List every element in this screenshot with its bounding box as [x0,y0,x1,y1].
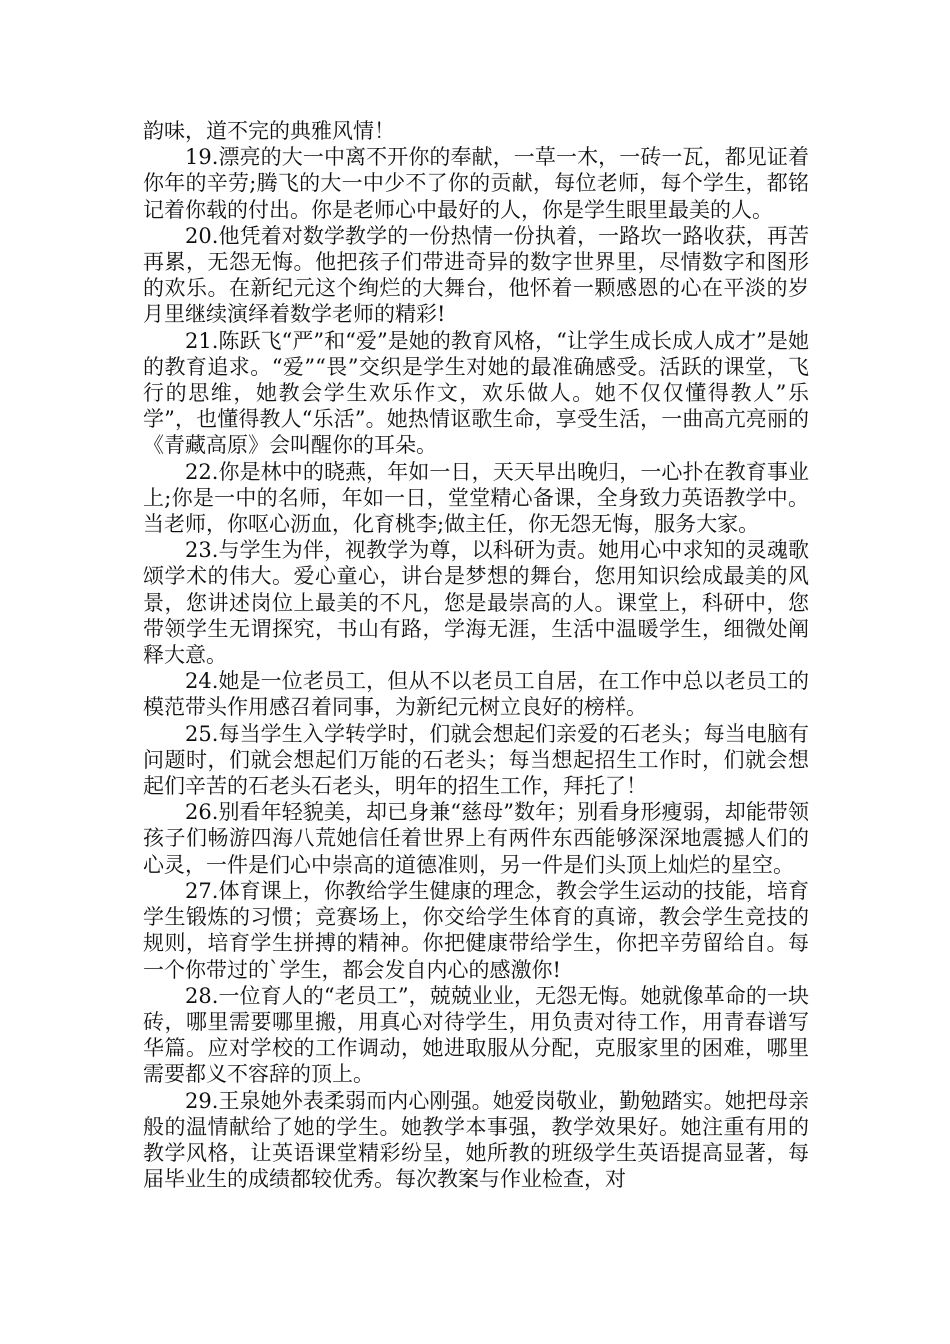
paragraph-21: 21.陈跃飞“严”和“爱”是她的教育风格，“让学生成长成人成才”是她的教育追求。“爱”“畏”交织是学生对她的最准确感受。活跃的课堂，飞行的思维，她教会学生欢乐作文，欢乐做人。她不仅仅懂得教人”乐学”，也懂得教人“乐活”。她热情讴歌生命，享受生活，一曲高亢亮丽的《青藏高原》会叫醒你的耳朵。 [143,328,809,458]
paragraph-19: 19.漂亮的大一中离不开你的奉献，一草一木，一砖一瓦，都见证着你年的辛劳;腾飞的大一中少不了你的贡献，每位老师，每个学生，都铭记着你载的付出。你是老师心中最好的人，你是学生眼里最美的人。 [143,145,809,222]
paragraph-28: 28.一位育人的“老员工”，兢兢业业，无怨无悔。她就像革命的一块砖，哪里需要哪里搬，用真心对待学生，用负责对待工作，用青春谱写华篇。应对学校的工作调动，她进取服从分配，克服家里的困难，哪里需要都义不容辞的顶上。 [143,983,809,1087]
paragraph-23: 23.与学生为伴，视教学为尊，以科研为责。她用心中求知的灵魂歌颂学术的伟大。爱心童心，讲台是梦想的舞台，您用知识绘成最美的风景，您讲述岗位上最美的不凡，您是最崇高的人。课堂上，科研中，您带领学生无谓探究，书山有路，学海无涯，生活中温暖学生，细微处阐释大意。 [143,538,809,668]
paragraph-26: 26.别看年轻貌美，却已身兼“慈母”数年；别看身形瘦弱，却能带领孩子们畅游四海八荒她信任着世界上有两件东西能够深深地震撼人们的心灵，一件是们心中崇高的道德准则，另一件是们头顶上灿烂的星空。 [143,800,809,877]
document-page [143,118,809,1192]
paragraph-25: 25.每当学生入学转学时，们就会想起们亲爱的石老头；每当电脑有问题时，们就会想起们万能的石老头；每当想起招生工作时，们就会想起们辛苦的石老头石老头，明年的招生工作，拜托了！ [143,721,809,799]
paragraph-20: 20.他凭着对数学教学的一份热情一份执着，一路坎一路收获，再苦再累，无怨无悔。他把孩子们带进奇异的数字世界里，尽情数字和图形的欢乐。在新纪元这个绚烂的大舞台，他怀着一颗感恩的心在平淡的岁月里继续演绎着数学老师的精彩! [143,223,809,327]
paragraph-continued: 韵味，道不完的典雅风情！ [143,119,395,143]
paragraph-29: 29.王泉她外表柔弱而内心刚强。她爱岗敬业，勤勉踏实。她把母亲般的温情献给了她的学生。她教学本事强，教学效果好。她注重有用的教学风格，让英语课堂精彩纷呈，她所教的班级学生英语提高显著，每届毕业生的成绩都较优秀。每次教案与作业检查，对 [143,1088,809,1192]
paragraph-27: 27.体育课上，你教给学生健康的理念，教会学生运动的技能，培育学生锻炼的习惯；竞赛场上，你交给学生体育的真谛，教会学生竞技的规则，培育学生拼搏的精神。你把健康带给学生，你把辛劳留给自。每一个你带过的`学生，都会发自内心的感激你! [143,878,809,982]
paragraph-24: 24.她是一位老员工，但从不以老员工自居，在工作中总以老员工的模范带头作用感召着同事，为新纪元树立良好的榜样。 [143,669,809,720]
paragraph-22: 22.你是林中的晓燕，年如一日，天天早出晚归，一心扑在教育事业上;你是一中的名师，年如一日，堂堂精心备课，全身致力英语教学中。当老师，你呕心沥血，化育桃李;做主任，你无怨无悔，服务大家。 [143,459,809,537]
